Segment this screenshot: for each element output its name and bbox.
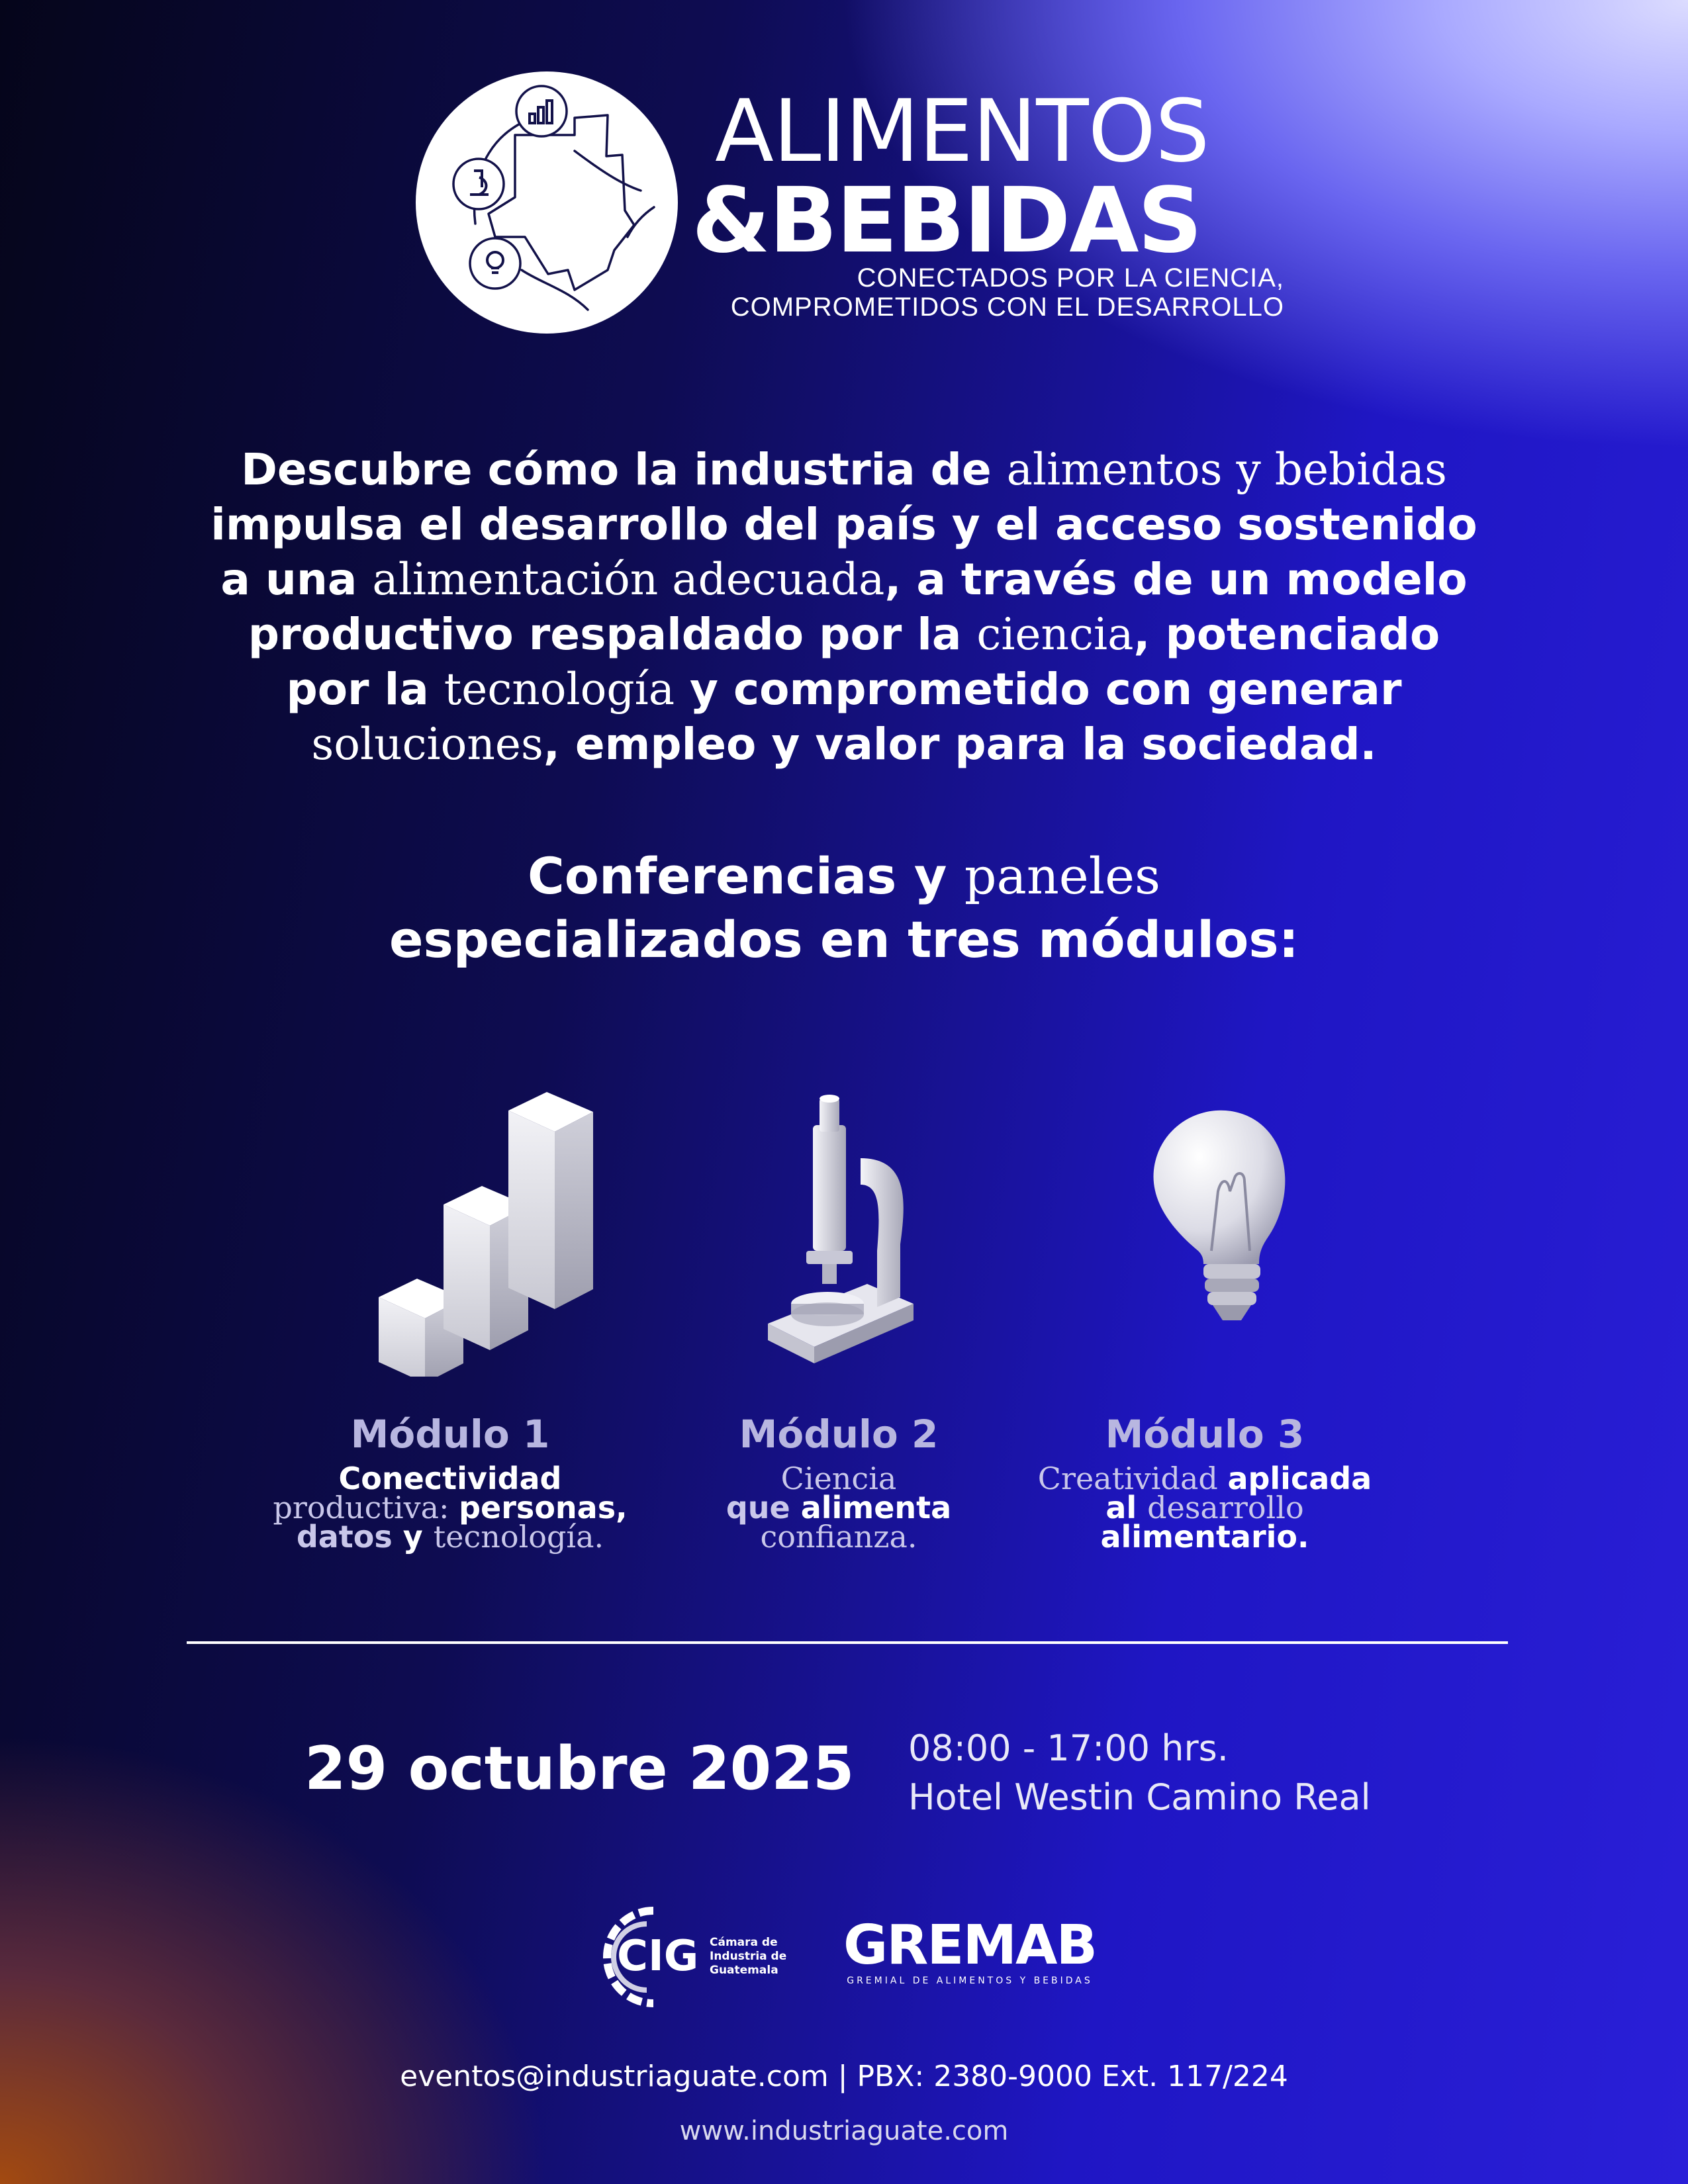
module-text: tecnología. bbox=[433, 1519, 604, 1555]
module-text: Creatividad bbox=[1037, 1461, 1228, 1496]
conferences-highlight: paneles bbox=[964, 846, 1161, 905]
module-text: datos bbox=[296, 1519, 393, 1555]
event-date: 29 octubre 2025 bbox=[305, 1734, 855, 1803]
module-text: confianza. bbox=[760, 1519, 917, 1555]
module-text: Conectividad bbox=[338, 1461, 562, 1496]
conferences-text: Conferencias y bbox=[527, 846, 964, 905]
section-divider bbox=[187, 1641, 1508, 1644]
microscope-icon bbox=[748, 1085, 986, 1377]
cig-name-line3: Guatemala bbox=[710, 1964, 778, 1977]
gremab-subtitle: GREMIAL DE ALIMENTOS Y BEBIDAS bbox=[847, 1976, 1093, 1986]
intro-text: impulsa el desarrollo del país y el acceso sostenido bbox=[211, 499, 1477, 550]
module-text: alimentario. bbox=[1100, 1519, 1309, 1555]
module-1-description bbox=[245, 1461, 655, 1555]
guatemala-map-icon bbox=[416, 71, 678, 334]
cig-name-line2: Industria de bbox=[710, 1950, 787, 1963]
cig-logo bbox=[590, 1894, 789, 2013]
cig-letters: CIG bbox=[617, 1932, 699, 1981]
intro-text: productivo respaldado por la bbox=[248, 609, 977, 660]
module-text: alimenta bbox=[800, 1490, 952, 1525]
intro-highlight: soluciones bbox=[311, 719, 543, 770]
intro-text: , potenciado bbox=[1133, 609, 1440, 660]
module-3-description bbox=[1000, 1461, 1410, 1555]
gremab-logo bbox=[831, 1916, 1109, 1995]
module-text: productiva: bbox=[273, 1490, 459, 1525]
bar-chart-icon bbox=[371, 1085, 609, 1377]
module-text: y bbox=[392, 1519, 434, 1555]
module-text: aplicada bbox=[1227, 1461, 1372, 1496]
intro-text: y comprometido con generar bbox=[675, 664, 1402, 715]
cig-name-line1: Cámara de bbox=[710, 1936, 778, 1949]
intro-text: a una bbox=[220, 554, 373, 605]
intro-paragraph bbox=[132, 442, 1556, 772]
module-1-title: Módulo 1 bbox=[350, 1412, 550, 1457]
intro-text: , empleo y valor para la sociedad. bbox=[543, 719, 1377, 770]
lightbulb-icon bbox=[1119, 1085, 1357, 1377]
module-text: Ciencia bbox=[780, 1461, 897, 1496]
tagline-line1: CONECTADOS POR LA CIENCIA, bbox=[857, 263, 1284, 293]
gremab-name: GREMAB bbox=[843, 1916, 1097, 1977]
module-text: que bbox=[726, 1490, 801, 1525]
event-time: 08:00 - 17:00 hrs. bbox=[908, 1727, 1229, 1769]
conferences-text: especializados en tres módulos: bbox=[389, 910, 1299, 969]
intro-highlight: alimentos y bebidas bbox=[1006, 444, 1447, 495]
intro-text: por la bbox=[286, 664, 444, 715]
module-2-description bbox=[633, 1461, 1044, 1555]
event-tagline bbox=[702, 263, 1284, 322]
intro-highlight: alimentación adecuada bbox=[372, 554, 885, 605]
module-text: desarrollo bbox=[1147, 1490, 1304, 1525]
conferences-heading bbox=[199, 844, 1489, 972]
module-3-title: Módulo 3 bbox=[1105, 1412, 1305, 1457]
event-venue: Hotel Westin Camino Real bbox=[908, 1776, 1371, 1818]
website-link[interactable]: www.industriaguate.com bbox=[679, 2116, 1009, 2146]
intro-text: , a través de un modelo bbox=[884, 554, 1468, 605]
event-logo-emblem bbox=[416, 71, 678, 334]
contact-line[interactable]: eventos@industriaguate.com | PBX: 2380-9000 Ext. 117/224 bbox=[400, 2060, 1288, 2093]
intro-highlight: tecnología bbox=[444, 664, 675, 715]
intro-text: Descubre cómo la industria de bbox=[241, 444, 1007, 495]
module-text: personas, bbox=[459, 1490, 628, 1525]
module-text: al bbox=[1105, 1490, 1148, 1525]
module-2-title: Módulo 2 bbox=[739, 1412, 939, 1457]
intro-highlight: ciencia bbox=[976, 609, 1134, 660]
event-title-line1: ALIMENTOS bbox=[715, 81, 1209, 181]
tagline-line2: COMPROMETIDOS CON EL DESARROLLO bbox=[730, 293, 1284, 322]
event-title-line2: &BEBIDAS bbox=[692, 169, 1201, 273]
